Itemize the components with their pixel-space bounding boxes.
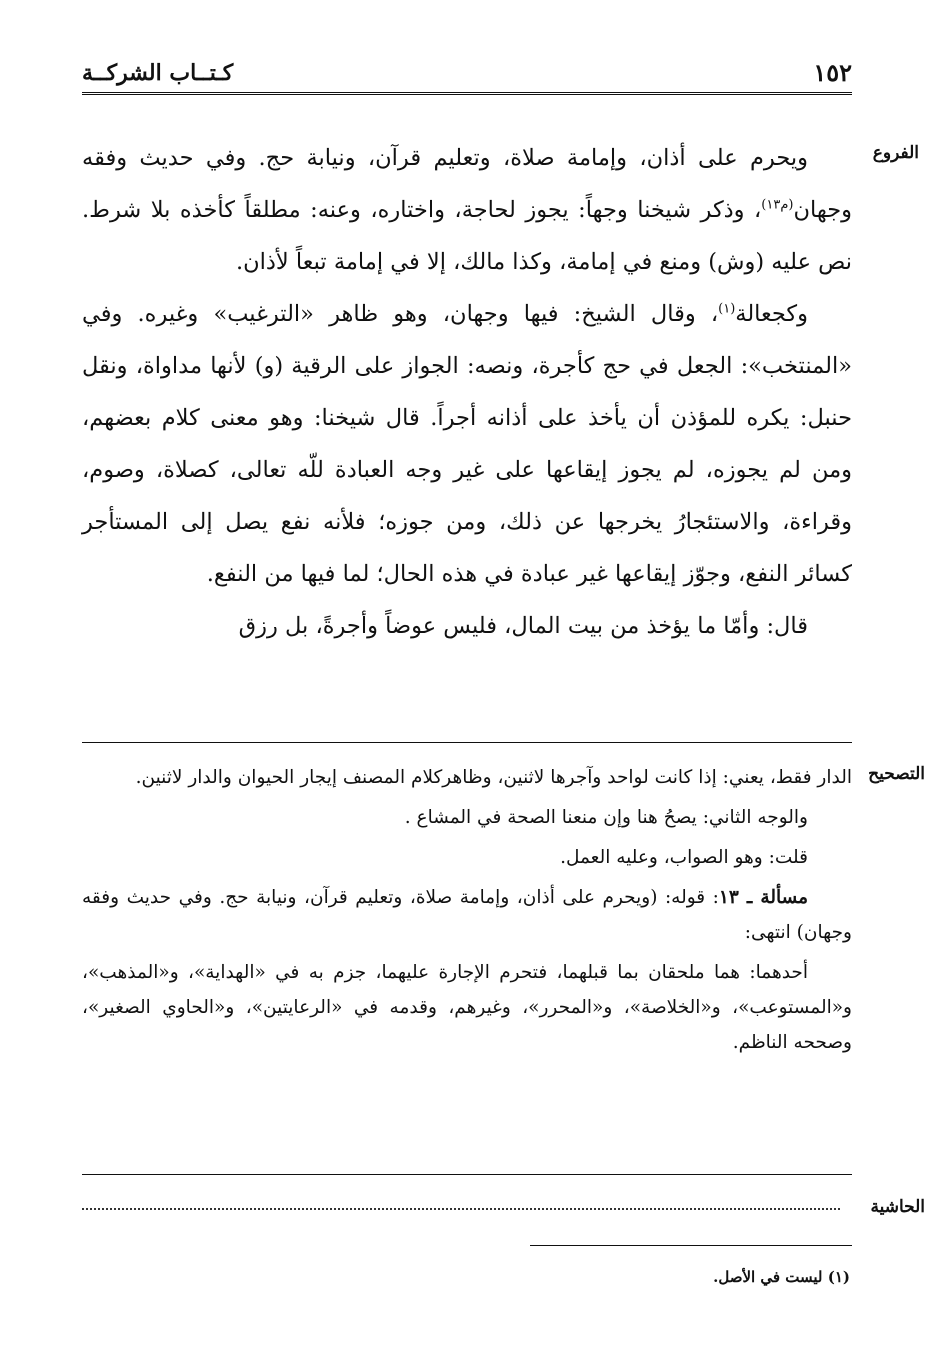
tashih-paragraph-5: أحدهما: هما ملحقان بما قبلهما، فتحرم الإجارة عليهما، جزم به في «الهداية»، و«المذهب»، و«المستوعب»، و«الخلاصة»، و«المحرر»، وغيرهم، وقدمه في «الرعايتين»، و«الحاوي الصغير»، وصححه الناظم. <box>82 962 852 1053</box>
main-text <box>82 132 852 652</box>
footnote-ref: (١) <box>718 301 736 317</box>
hashiya-dotted-line <box>82 1208 840 1210</box>
footnote: (١) ليست في الأصل. <box>713 1268 850 1286</box>
section-divider <box>82 742 852 743</box>
main-p2-text-a: وكجعالة <box>735 301 808 327</box>
tashih-text <box>82 760 852 1060</box>
page-number: ١٥٢ <box>813 58 852 87</box>
tashih-paragraph-1: الدار فقط، يعني: إذا كانت لواحد وآجرها لاثنين، وظاهركلام المصنف إيجار الحيوان والدار لاثنين. <box>135 767 852 788</box>
main-paragraph-2 <box>82 288 852 600</box>
tashih-paragraph-2: والوجه الثاني: يصحُ هنا وإن منعنا الصحة في المشاع . <box>404 807 808 828</box>
tashih-paragraph-3: قلت: وهو الصواب، وعليه العمل. <box>560 847 808 868</box>
main-p1-text-a: ويحرم على أذان، وإمامة صلاة، وتعليم قرآن، ونيابة حج. وفي حديث وفقه وجهان <box>82 145 852 223</box>
main-paragraph-1 <box>82 132 852 288</box>
main-p1-text-b: ، وذكر شيخنا وجهاً: يجوز لحاجة، واختاره، وعنه: مطلقاً كأخذه بلا شرط. نص عليه (وش) ومنع في إمامة، وكذا مالك، إلا في إمامة تبعاً لأذان. <box>82 197 852 275</box>
tashih-paragraph-4 <box>82 880 852 950</box>
section-divider <box>82 1174 852 1175</box>
footnote-divider <box>530 1245 852 1246</box>
main-paragraph-3: قال: وأمّا ما يؤخذ من بيت المال، فليس عوضاً وأجرةً، بل رزق <box>238 613 808 639</box>
hashiya-label: الحاشية <box>870 1197 925 1217</box>
main-p1-ref: (م١٣) <box>761 197 794 213</box>
running-title: كـتــاب الشركــة <box>82 60 234 86</box>
header-rule <box>82 92 852 98</box>
page-header <box>82 58 852 92</box>
tashih-paragraph-4-text: : قوله: (ويحرم على أذان، وإمامة صلاة، وتعليم قرآن، ونيابة حج. وفي حديث وفقه وجهان) انتهى: <box>82 887 852 943</box>
tashih-label: التصحيح <box>868 764 925 784</box>
masala-heading: مسألة ـ ١٣ <box>718 887 809 908</box>
main-p2-text-b: ، وقال الشيخ: فيها وجهان، وهو ظاهر «الترغيب» وغيره. وفي «المنتخب»: الجعل في حج كأجرة، ونصه: الجواز على الرقية (و) لأنها مداواة، ونقل حنبل: يكره للمؤذن أن يأخذ على أذانه أجراً. قال شيخنا: وهو معنى كلام بعضهم، ومن لم يجوزه، لم يجوز إيقاعها على غير وجه العبادة للّه تعالى، كصلاة، وصوم، وقراءة، والاستئجارُ يخرجها عن ذلك، ومن جوزه؛ فلأنه نفع يصل إلى المستأجر كسائر النفع، وجوّز إيقاعها غير عبادة في هذه الحال؛ لما فيها من النفع. <box>82 301 852 587</box>
furu-label: الفروع <box>872 143 919 163</box>
